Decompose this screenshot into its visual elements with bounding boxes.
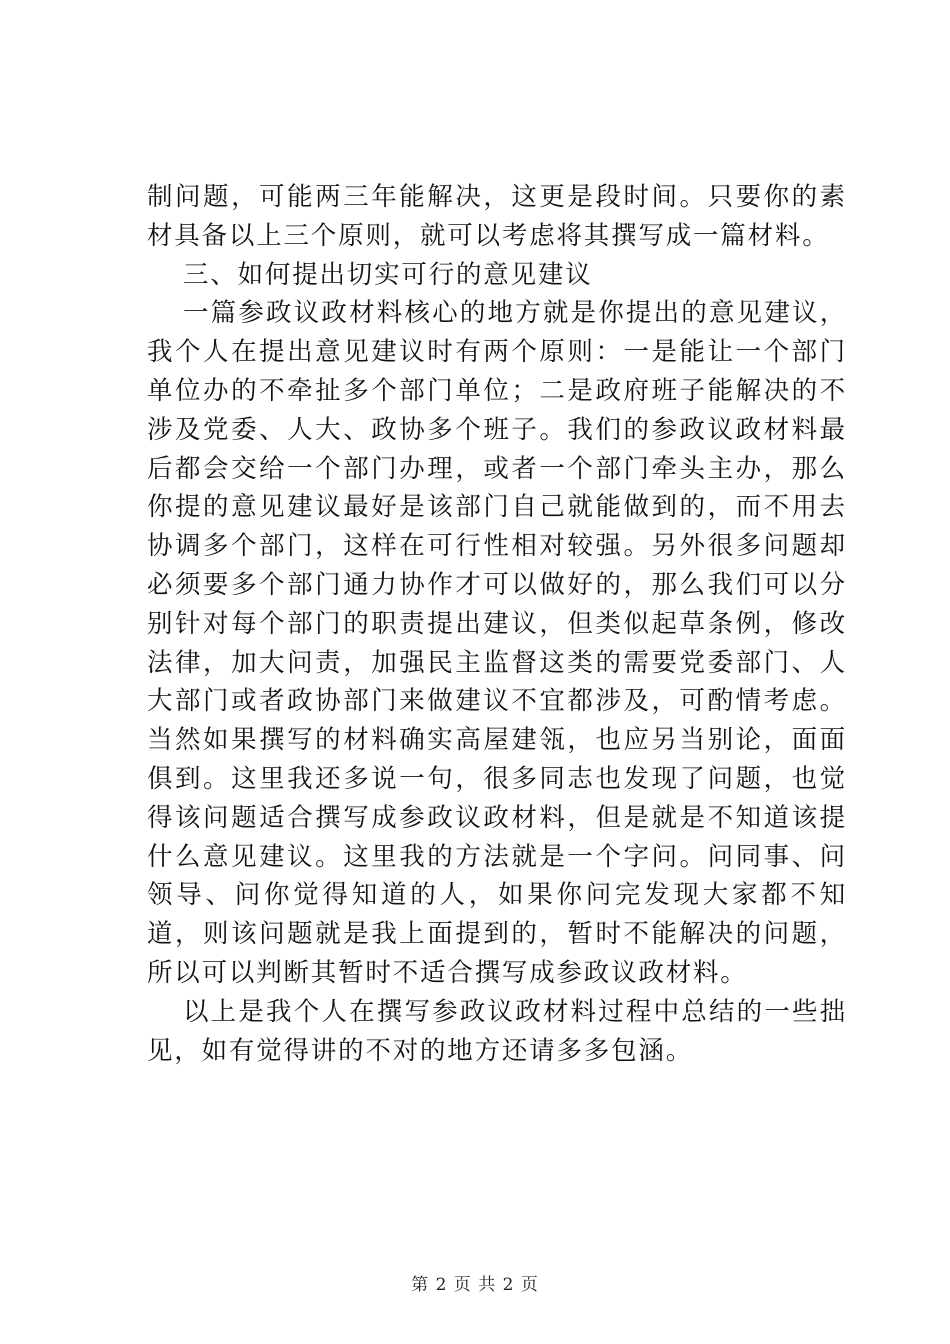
paragraph-closing: 以上是我个人在撰写参政议政材料过程中总结的一些拙见，如有觉得讲的不对的地方还请多多包涵。 [147, 996, 847, 1066]
page-footer: 第 2 页 共 2 页 [411, 1275, 539, 1295]
section-heading: 三、如何提出切实可行的意见建议 [183, 259, 593, 290]
paragraph-continuation: 制问题，可能两三年能解决，这更是段时间。只要你的素材具备以上三个原则，就可以考虑将其撰写成一篇材料。 [147, 182, 847, 251]
document-body [147, 178, 847, 1070]
paragraph-suggestions: 一篇参政议政材料核心的地方就是你提出的意见建议，我个人在提出意见建议时有两个原则：一是能让一个部门单位办的不牵扯多个部门单位；二是政府班子能解决的不涉及党委、人大、政协多个班子。我们的参政议政材料最后都会交给一个部门办理，或者一个部门牵头主办，那么你提的意见建议最好是该部门自己就能做到的，而不用去协调多个部门，这样在可行性相对较强。另外很多问题却必须要多个部门通力协作才可以做好的，那么我们可以分别针对每个部门的职责提出建议，但类似起草条例，修改法律，加大问责，加强民主监督这类的需要党委部门、人大部门或者政协部门来做建议不宜都涉及，可酌情考虑。当然如果撰写的材料确实高屋建瓴，也应另当别论，面面俱到。这里我还多说一句，很多同志也发现了问题，也觉得该问题适合撰写成参政议政材料，但是就是不知道该提什么意见建议。这里我的方法就是一个字问。问同事、问领导、问你觉得知道的人，如果你问完发现大家都不知道，则该问题就是我上面提到的，暂时不能解决的问题，所以可以判断其暂时不适合撰写成参政议政材料。 [147, 298, 847, 988]
